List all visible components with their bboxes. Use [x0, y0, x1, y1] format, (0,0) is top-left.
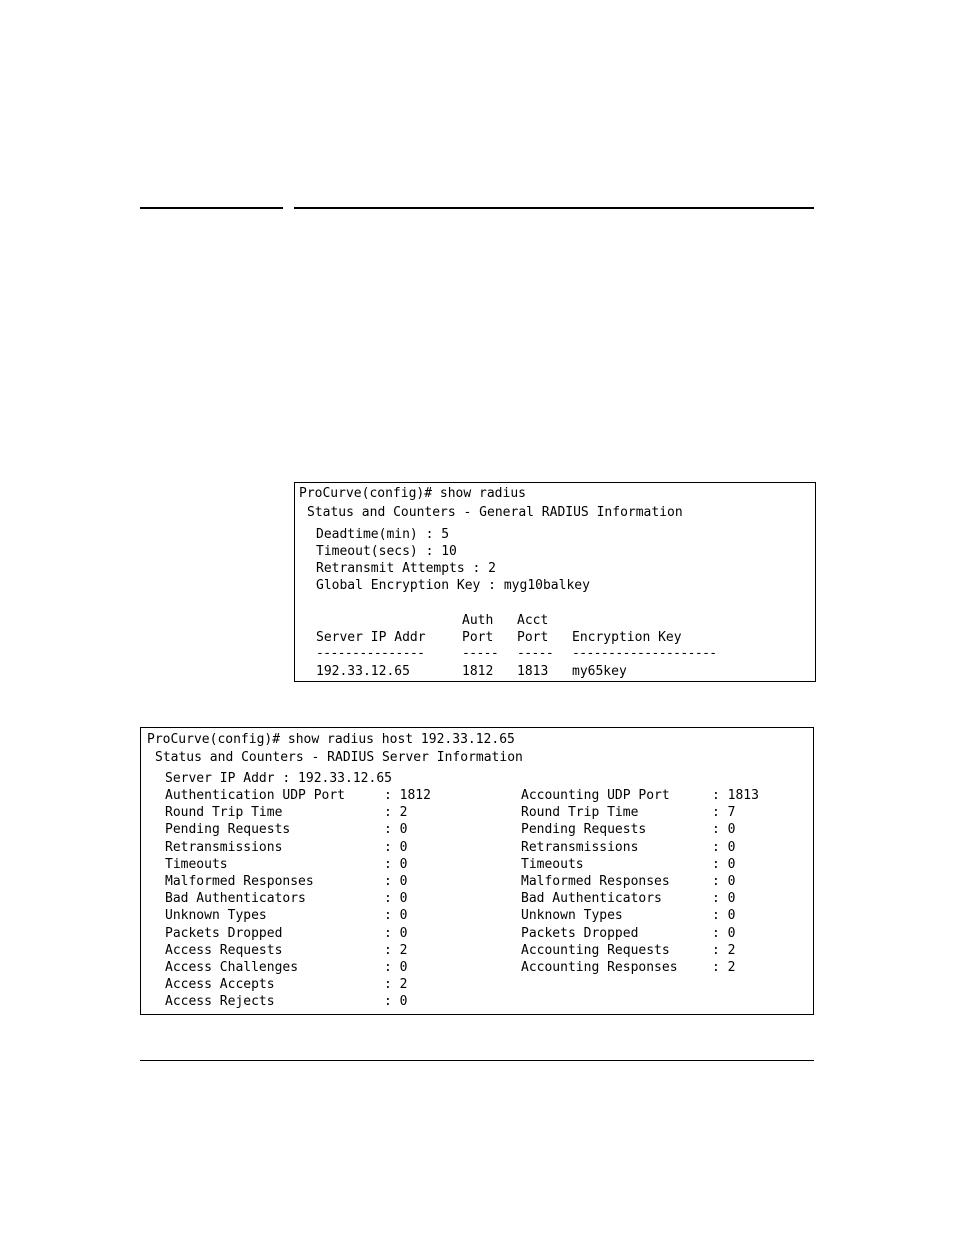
acct-stat-value: : 0	[712, 925, 736, 941]
auth-stat-value: : 0	[384, 822, 408, 838]
auth-stat-label: Access Rejects	[165, 994, 275, 1010]
acct-stat-value: : 0	[712, 908, 736, 924]
acct-stat-label: Accounting UDP Port	[521, 788, 670, 803]
acct-stat-label: Malformed Responses	[521, 874, 670, 889]
deadtime-line: Deadtime(min) : 5	[316, 527, 450, 542]
timeout-line: Timeout(secs) : 10	[316, 544, 457, 559]
acct-stat-value: : 0	[712, 822, 736, 838]
acct-stat-label: Retransmissions	[521, 839, 639, 855]
auth-stat-label: Pending Requests	[165, 822, 291, 838]
header-rule-right	[294, 207, 814, 209]
acct-stat-value: : 0	[712, 874, 736, 889]
separator-auth: -----	[462, 646, 499, 661]
auth-stat-label: Timeouts	[165, 856, 228, 872]
auth-stat-label: Retransmissions	[165, 839, 283, 855]
auth-stat-label: Packets Dropped	[165, 925, 283, 941]
row-acct-port: 1813	[517, 664, 549, 679]
auth-stat-label: Access Requests	[165, 942, 283, 958]
auth-stat-value: : 0	[384, 856, 408, 872]
auth-stat-value: : 0	[384, 908, 408, 924]
header-rule-left	[140, 207, 283, 209]
acct-stat-label: Pending Requests	[521, 822, 647, 838]
acct-stat-value: : 7	[712, 805, 736, 821]
row-server-ip: 192.33.12.65	[316, 664, 410, 679]
acct-stat-value: : 0	[712, 856, 736, 872]
server-ip-line: Server IP Addr : 192.33.12.65	[165, 771, 392, 786]
section-header: Status and Counters - General RADIUS Information	[307, 505, 683, 520]
auth-stat-value: : 1812	[384, 788, 431, 803]
col-auth-port-header: Port	[462, 630, 494, 645]
auth-stat-label: Access Challenges	[165, 960, 299, 975]
command-line: ProCurve(config)# show radius host 192.33.12.65	[147, 732, 515, 747]
auth-stat-value: : 2	[384, 942, 408, 958]
acct-stat-value: : 0	[712, 839, 736, 855]
acct-stat-label: Unknown Types	[521, 908, 623, 924]
global-key-line: Global Encryption Key : myg10balkey	[316, 578, 590, 593]
col-key-header: Encryption Key	[572, 630, 682, 645]
col-auth-header-top: Auth	[462, 613, 494, 628]
col-acct-header-top: Acct	[517, 613, 549, 628]
row-auth-port: 1812	[462, 664, 494, 679]
section-header: Status and Counters - RADIUS Server Information	[155, 750, 523, 765]
auth-stat-value: : 0	[384, 925, 408, 941]
auth-stat-label: Malformed Responses	[165, 874, 314, 889]
acct-stat-label: Bad Authenticators	[521, 891, 662, 907]
terminal-show-radius	[294, 482, 816, 682]
command-line: ProCurve(config)# show radius	[299, 486, 526, 501]
auth-stat-label: Unknown Types	[165, 908, 267, 924]
auth-stat-value: : 0	[384, 891, 408, 907]
acct-stat-label: Accounting Requests	[521, 942, 670, 958]
auth-stat-value: : 0	[384, 994, 408, 1010]
retransmit-line: Retransmit Attempts : 2	[316, 561, 497, 576]
acct-stat-label: Packets Dropped	[521, 925, 639, 941]
separator-acct: -----	[517, 646, 554, 661]
auth-stat-value: : 0	[384, 839, 408, 855]
auth-stat-label: Authentication UDP Port	[165, 788, 346, 803]
separator-server: ---------------	[316, 646, 425, 661]
acct-stat-label: Round Trip Time	[521, 805, 639, 821]
acct-stat-value: : 1813	[712, 788, 759, 803]
row-encryption-key: my65key	[572, 664, 627, 679]
acct-stat-value: : 2	[712, 942, 736, 958]
col-acct-port-header: Port	[517, 630, 549, 645]
auth-stat-value: : 2	[384, 805, 408, 821]
col-server-header: Server IP Addr	[316, 630, 426, 645]
acct-stat-value: : 0	[712, 891, 736, 907]
auth-stat-label: Round Trip Time	[165, 805, 283, 821]
auth-stat-label: Bad Authenticators	[165, 891, 306, 907]
acct-stat-value: : 2	[712, 960, 736, 975]
acct-stat-label: Timeouts	[521, 856, 584, 872]
terminal-show-radius-host	[140, 727, 814, 1015]
auth-stat-value: : 0	[384, 960, 408, 975]
auth-stat-value: : 2	[384, 977, 408, 993]
acct-stat-label: Accounting Responses	[521, 960, 678, 975]
auth-stat-label: Access Accepts	[165, 977, 275, 993]
footer-rule	[140, 1060, 814, 1061]
auth-stat-value: : 0	[384, 874, 408, 889]
separator-key: --------------------	[572, 646, 717, 661]
